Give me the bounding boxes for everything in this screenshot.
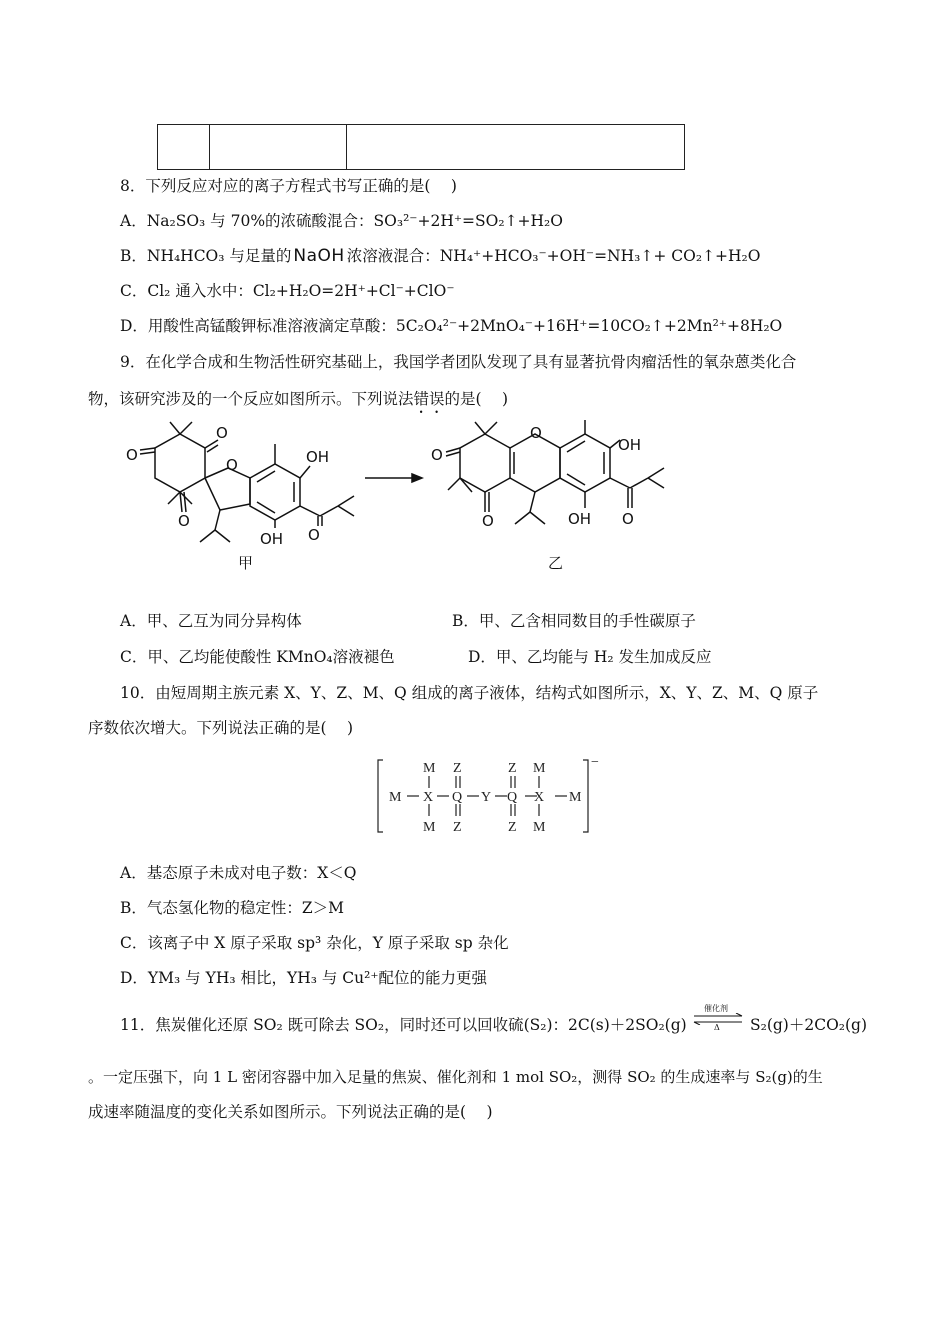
ion-z-top-right: Z <box>508 761 517 776</box>
q11-stem-line2: 。一定压强下，向 1 L 密闭容器中加入足量的焦炭、催化剂和 1 mol SO₂，测得 SO₂ 的生成速率与 S₂(g)的生 <box>88 1068 823 1086</box>
jia-atom-o3: O <box>178 512 190 530</box>
table-fragment <box>157 124 685 170</box>
yi-atom-o1: O <box>431 446 443 464</box>
q8-option-c: C．Cl₂ 通入水中：Cl₂+H₂O=2H⁺+Cl⁻+ClO⁻ <box>120 282 455 300</box>
q9-stem-line2 <box>88 388 508 417</box>
ion-x-left: X <box>423 790 434 805</box>
yi-ring-left <box>460 434 510 492</box>
jia-atom-oh2: OH <box>260 530 284 548</box>
q9-stem-emphasis: 错误 <box>413 390 445 408</box>
q9-option-d: D．甲、乙均能与 H₂ 发生加成反应 <box>468 648 712 666</box>
q9-option-a: A．甲、乙互为同分异构体 <box>120 612 302 630</box>
q9-stem-post: 的是( ) <box>444 390 509 408</box>
q8-option-b <box>120 245 760 267</box>
q10-option-c: C．该离子中 X 原子采取 sp³ 杂化，Y 原子采取 sp 杂化 <box>120 934 509 952</box>
ion-charge: − <box>591 756 599 770</box>
ion-q-right: Q <box>507 790 518 805</box>
ion-m-right: M <box>569 790 582 805</box>
q9-stem-pre: 物，该研究涉及的一个反应如图所示。下列说法 <box>88 390 414 408</box>
q11-stem-line3: 成速率随温度的变化关系如图所示。下列说法正确的是( ) <box>88 1103 493 1121</box>
q9-option-b: B．甲、乙含相同数目的手性碳原子 <box>452 612 696 630</box>
q8-stem: 8．下列反应对应的离子方程式书写正确的是( ) <box>120 177 457 195</box>
q8-option-d: D．用酸性高锰酸钾标准溶液滴定草酸：5C₂O₄²⁻+2MnO₄⁻+16H⁺=10CO₂↑+2Mn²⁺+8H₂O <box>120 317 783 335</box>
ion-m-top-right: M <box>533 761 546 776</box>
label-jia: 甲 <box>238 554 254 572</box>
ion-m-bottom-right: M <box>533 820 546 835</box>
q11-stem-post: S₂(g)＋2CO₂(g) <box>750 1016 868 1034</box>
reaction-scheme <box>110 420 870 600</box>
q10-stem-line2: 序数依次增大。下列说法正确的是( ) <box>88 719 354 737</box>
arrow-catalyst: 催化剂 <box>704 1004 728 1013</box>
q8-option-b-post: 浓溶液混合：NH₄⁺+HCO₃⁻+OH⁻=NH₃↑+ CO₂↑+H₂O <box>346 247 761 265</box>
jia-atom-o5: O <box>308 526 320 544</box>
ion-m-top-left: M <box>423 761 436 776</box>
jia-benzene <box>250 464 300 520</box>
jia-atom-oh1: OH <box>306 448 330 466</box>
q9-stem-line1: 9．在化学合成和生物活性研究基础上，我国学者团队发现了具有显著抗骨肉瘤活性的氧杂蒽类化合 <box>120 353 797 371</box>
q10-option-b: B．气态氢化物的稳定性：Z＞M <box>120 899 345 917</box>
ion-z-bottom-right: Z <box>508 820 517 835</box>
jia-atom-o4: O <box>226 456 238 474</box>
table-cell <box>347 125 685 170</box>
yi-pyran <box>510 434 560 492</box>
q11-stem-pre: 11．焦炭催化还原 SO₂ 既可除去 SO₂，同时还可以回收硫(S₂)：2C(s)＋2SO₂(g) <box>120 1016 687 1034</box>
q10-option-a: A．基态原子未成对电子数：X＜Q <box>120 864 357 882</box>
q10-stem-line1: 10．由短周期主族元素 X、Y、Z、M、Q 组成的离子液体，结构式如图所示，X、Y、Z、M、Q 原子 <box>120 684 819 702</box>
ion-z-top-left: Z <box>453 761 462 776</box>
table-cell <box>210 125 347 170</box>
table-cell <box>158 125 210 170</box>
reversible-arrow <box>690 1004 746 1034</box>
yi-atom-oh1: OH <box>618 436 642 454</box>
label-yi: 乙 <box>548 554 564 572</box>
ion-m-bottom-left: M <box>423 820 436 835</box>
yi-atom-o2: O <box>530 424 542 442</box>
jia-furan <box>205 468 250 510</box>
yi-benzene <box>560 434 610 492</box>
q9-option-c: C．甲、乙均能使酸性 KMnO₄溶液褪色 <box>120 648 395 666</box>
q8-option-a: A．Na₂SO₃ 与 70%的浓硫酸混合：SO₃²⁻+2H⁺=SO₂↑+H₂O <box>120 212 563 230</box>
q8-naoh: NaOH <box>293 246 345 266</box>
ion-y: Y <box>481 790 492 805</box>
q10-option-d: D．YM₃ 与 YH₃ 相比，YH₃ 与 Cu²⁺配位的能力更强 <box>120 969 488 987</box>
jia-atom-o1: O <box>126 446 138 464</box>
jia-ring-left <box>155 434 205 492</box>
ion-z-bottom-left: Z <box>453 820 462 835</box>
yi-atom-o4: O <box>622 510 634 528</box>
arrow-heat: Δ <box>714 1023 720 1032</box>
q8-option-b-pre: B．NH₄HCO₃ 与足量的 <box>120 247 292 265</box>
ion-x-right: X <box>534 790 545 805</box>
ion-m-left: M <box>389 790 402 805</box>
ion-structure <box>375 756 607 838</box>
yi-atom-oh2: OH <box>568 510 592 528</box>
yi-atom-o3: O <box>482 512 494 530</box>
jia-atom-o2: O <box>216 424 228 442</box>
ion-q-left: Q <box>452 790 463 805</box>
